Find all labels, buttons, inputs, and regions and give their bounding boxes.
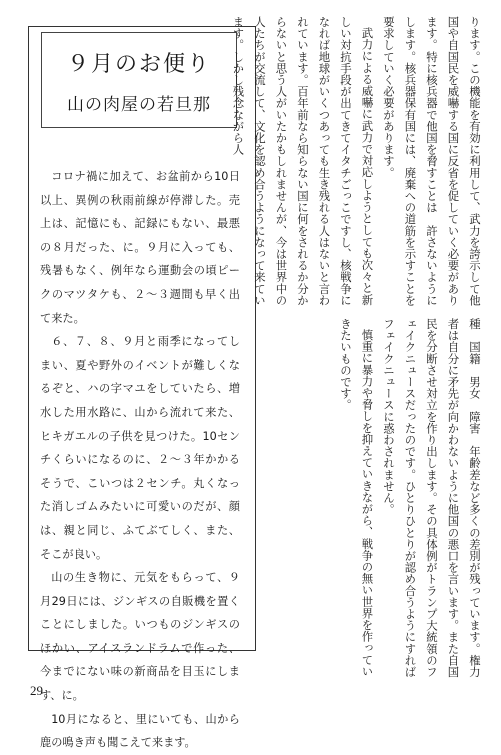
column-paragraph: 10月になると、里にいても、山から鹿の鳴き声も聞こえて来ます。 — [40, 712, 240, 750]
vertical-paragraph: ります。この機能を有効に利用して、武力を誇示して他国や自国民を威嚇する国に反省を促していく必要があります。特に核兵器で他国を脅すことは 許さないようにします。核兵器保有国には、廃棄への道筋を示すことを要求していく必要があります。 — [382, 16, 482, 306]
page-title: ９月のお便り — [66, 52, 211, 77]
column-body — [40, 165, 240, 755]
column-paragraph: ６、７、８、９月と雨季になってしまい、夏や野外のイベントが難しくなるぞと、ハの字マユをしていたら、増水した用水路に、山から流れて来た、ヒキガエルの子供を見つけた。10センチくらいになるのに、２～３年かかるそうで、こいつは２センチ。丸くなった消しゴムみたいに可愛いのだが、顔は、親と同じ、ふてぶてしく、また、そこが良い。 — [40, 335, 240, 561]
vertical-text-bottom — [255, 318, 485, 678]
title-box — [41, 32, 237, 128]
column-paragraph: 山の生き物に、元気をもらって、９月29日には、ジンギスの自販機を置くことにしました。いつものジンギスのほかい、アイスランドラムで作った、今までにない味の新商品を目玉にします、に。 — [40, 571, 240, 703]
vertical-text-top — [231, 16, 485, 316]
page-subtitle: 山の肉屋の若旦那 — [67, 95, 211, 115]
vertical-paragraph: 武力による威嚇に武力で対応しようとしても次々と新しい対抗手段が出てきてイタチごっこですし、核戦争になれば地球がいくつあっても生き残れる人はないと言われています。百年前なら知らない国に何をされるか分からないと思う人がいたかもしれませんが、今は世界中の人たちが交流して、文化を認め合うようになって来ています。しかし残念ながら人 — [231, 16, 375, 306]
page-number: 29 — [30, 683, 43, 698]
vertical-paragraph: 慎重に暴力や脅しを抑えていきながら、戦争の無い世界を作っていきたいものです。 — [339, 318, 375, 678]
vertical-paragraph: 種 国籍 男女 障害 年齢差など多くの差別が残っています。権力者は自分に矛先が向かわないように他国の悪口を言います。また自国民を分断させ対立を作り出します。その具体例がトランプ大統領のフェイクニュースだったのです。ひとりひとりが認め合うようにすればフェイクニュースに惑わされません。 — [382, 318, 482, 678]
column-paragraph: コロナ禍に加えて、お盆前から10日以上、異例の秋雨前線が停滞した。売上は、記憶にも、記録にもない、最悪の８月だった、に。９月に入っても、残暑もなく、例年なら運動会の頃ピークのマツタケも、２～３週間も早く出て来た。 — [40, 170, 240, 325]
